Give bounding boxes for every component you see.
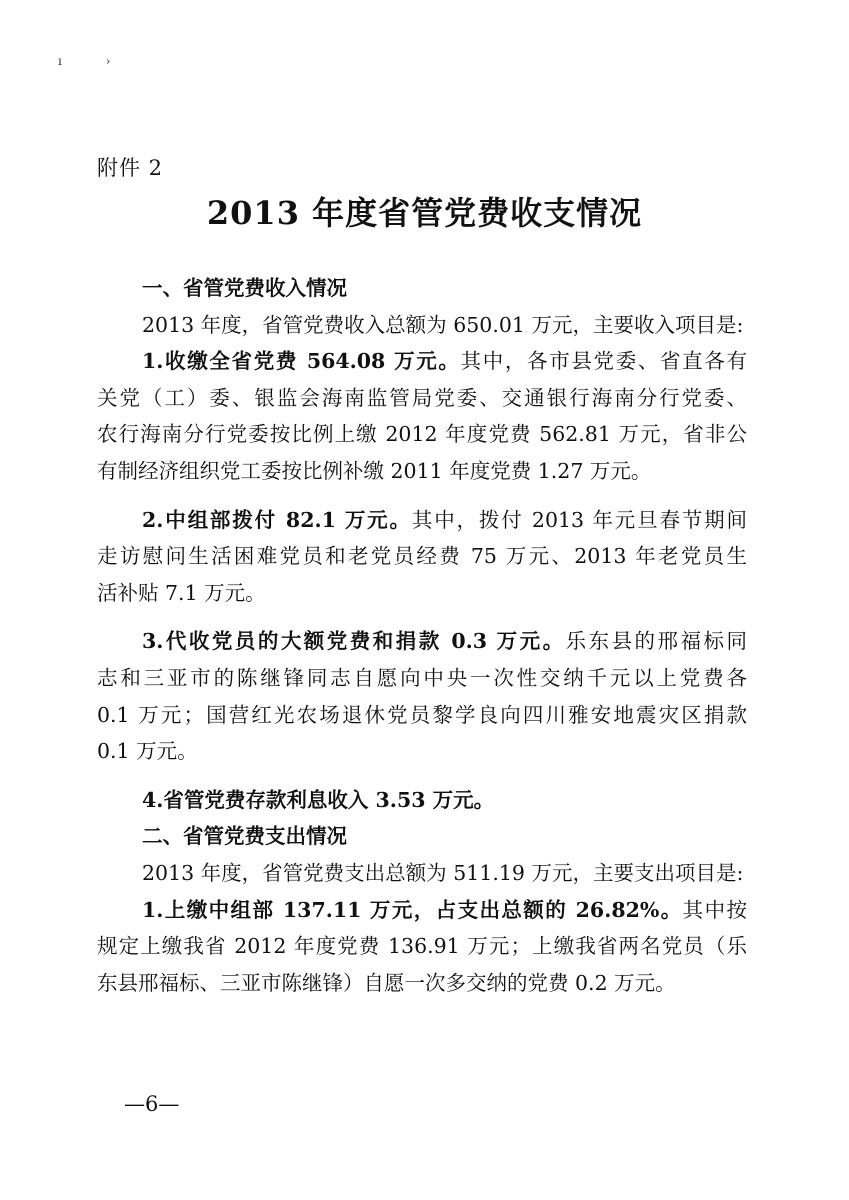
income-item-3-line: 志和三亚市的陈继锋同志自愿向中央一次性交纳千元以上党费各 xyxy=(97,665,747,690)
document-body xyxy=(97,270,747,1001)
page-number: —6— xyxy=(124,1092,180,1116)
expenditure-item-1-title: 1.上缴中组部 137.11 万元，占支出总额的 26.82%。 xyxy=(142,897,683,922)
attachment-label: 附件 2 xyxy=(97,156,164,180)
scan-mark: › xyxy=(105,54,111,68)
income-item-3-text: 乐东县的邢福标同 xyxy=(565,629,747,654)
scan-mark: ı xyxy=(58,54,62,68)
income-item-2-line: 活补贴 7.1 万元。 xyxy=(97,580,266,605)
income-item-1-line: 农行海南分行党委按比例上缴 2012 年度党费 562.81 万元，省非公 xyxy=(97,422,747,447)
income-item-2-title: 2.中组部拨付 82.1 万元。 xyxy=(142,507,412,532)
section-heading-income: 一、省管党费收入情况 xyxy=(142,276,347,300)
income-item-1-line: 关党（工）委、银监会海南监管局党委、交通银行海南分行党委、 xyxy=(97,385,747,410)
expenditure-item-1-text: 其中按 xyxy=(682,897,747,922)
expenditure-item-1-line: 规定上缴我省 2012 年度党费 136.91 万元；上缴我省两名党员（乐 xyxy=(97,934,747,959)
section-heading-expenditure: 二、省管党费支出情况 xyxy=(142,824,347,849)
income-item-2-text: 其中，拨付 2013 年元旦春节期间 xyxy=(411,507,747,532)
income-item-1-text: 其中，各市县党委、省直各有 xyxy=(460,349,747,374)
income-item-3-title: 3.代收党员的大额党费和捐款 0.3 万元。 xyxy=(142,629,566,654)
expenditure-intro: 2013 年度，省管党费支出总额为 511.19 万元，主要支出项目是: xyxy=(142,860,744,885)
income-item-4-title: 4.省管党费存款利息收入 3.53 万元。 xyxy=(142,787,495,812)
scan-marks xyxy=(58,54,150,68)
income-item-1-line: 有制经济组织党工委按比例补缴 2011 年度党费 1.27 万元。 xyxy=(97,458,652,483)
page-title: 2013 年度省管党费收支情况 xyxy=(206,194,643,232)
income-item-3-line: 0.1 万元。 xyxy=(97,739,198,764)
income-intro: 2013 年度，省管党费收入总额为 650.01 万元，主要收入项目是: xyxy=(142,312,744,337)
income-item-1-title: 1.收缴全省党费 564.08 万元。 xyxy=(142,349,461,374)
income-item-2-line: 走访慰问生活困难党员和老党员经费 75 万元、2013 年老党员生 xyxy=(97,544,747,569)
expenditure-item-1-line xyxy=(97,892,747,929)
income-item-1-line xyxy=(97,343,747,380)
income-item-2-line xyxy=(97,502,747,539)
income-item-3-line: 0.1 万元；国营红光农场退休党员黎学良向四川雅安地震灾区捐款 xyxy=(97,702,747,727)
expenditure-item-1-line: 东县邢福标、三亚市陈继锋）自愿一次多交纳的党费 0.2 万元。 xyxy=(97,970,676,995)
income-item-3-line xyxy=(97,623,747,660)
